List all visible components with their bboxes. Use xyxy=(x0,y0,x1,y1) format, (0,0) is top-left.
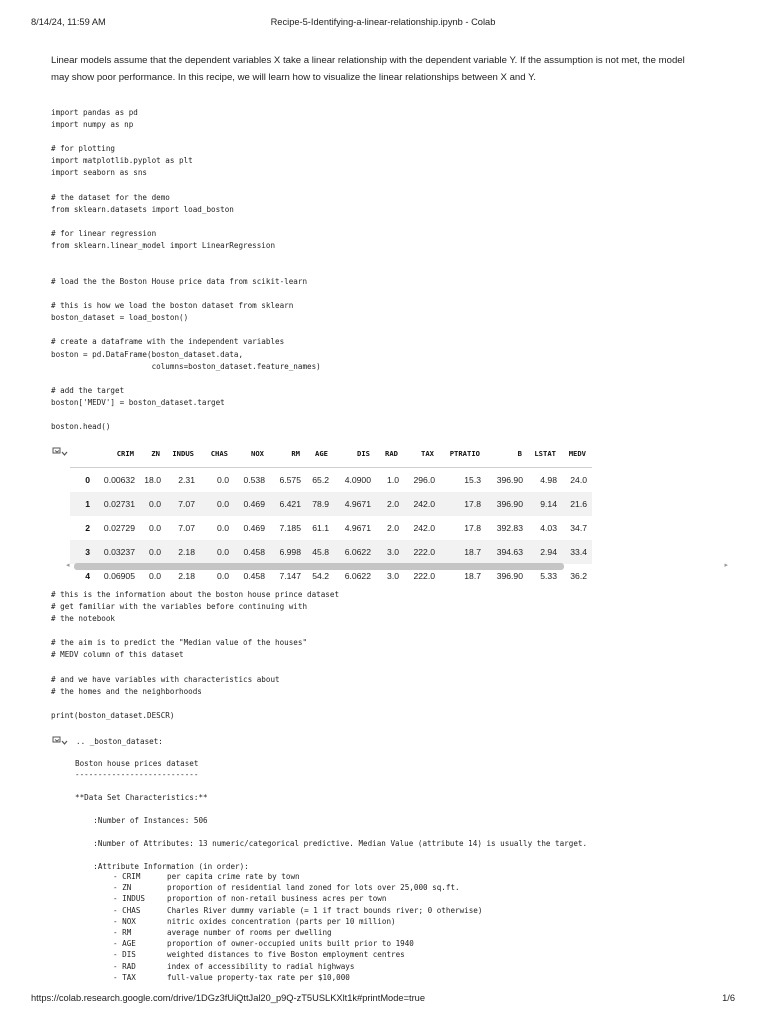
descr-output xyxy=(75,758,587,873)
code-line: import seaborn as sns xyxy=(51,168,148,178)
attribute-desc: weighted distances to five Boston employment centres xyxy=(167,950,405,960)
index-header xyxy=(70,439,94,468)
code-cell-imports[interactable] xyxy=(51,107,275,252)
table-cell: 54.2 xyxy=(312,571,329,581)
table-cell: 36.2 xyxy=(570,571,587,581)
notebook-title: Recipe-5-Identifying-a-linear-relationship.ipynb - Colab xyxy=(270,17,496,27)
scrollbar-thumb[interactable] xyxy=(74,563,564,570)
attribute-name: - CHAS xyxy=(113,905,141,915)
code-line: # the dataset for the demo xyxy=(51,192,170,202)
attribute-row xyxy=(113,905,553,916)
table-cell: 6.998 xyxy=(270,540,306,564)
attribute-name: - TAX xyxy=(113,972,136,982)
table-cell: 4.98 xyxy=(540,475,557,485)
attribute-row xyxy=(113,961,553,972)
table-cell: 7.07 xyxy=(166,492,200,516)
attribute-desc: index of accessibility to radial highways xyxy=(167,961,355,971)
table-cell: 7.185 xyxy=(279,523,301,533)
row-index: 3 xyxy=(70,540,94,564)
attribute-row xyxy=(113,938,553,949)
output-line: :Number of Attributes: 13 numeric/categorical predictive. Median Value (attribute 14) is usually the target. xyxy=(75,839,588,849)
table-cell: 4.9671 xyxy=(344,523,371,533)
code-line: columns=boston_dataset.feature_names) xyxy=(51,361,321,371)
attribute-name: - ZN xyxy=(113,883,132,893)
attribute-desc: full-value property-tax rate per $10,000 xyxy=(167,972,350,982)
table-cell: 394.63 xyxy=(486,540,528,564)
output-line: --------------------------- xyxy=(75,770,199,780)
column-header: MEDV xyxy=(562,439,592,468)
table-cell: 4.03 xyxy=(540,523,557,533)
table-cell: 3.0 xyxy=(376,540,404,564)
table-cell: 5.33 xyxy=(540,571,557,581)
table-cell: 2.31 xyxy=(178,475,195,485)
table-cell: 78.9 xyxy=(306,492,334,516)
attribute-name: - DIS xyxy=(113,950,136,960)
table-cell: 17.8 xyxy=(464,523,481,533)
column-header: PTRATIO xyxy=(440,439,486,468)
attribute-name: - INDUS xyxy=(113,894,146,904)
column-header: B xyxy=(486,439,528,468)
code-line: # the notebook xyxy=(51,614,116,624)
table-cell: 2.18 xyxy=(166,540,200,564)
table-cell: 0.0 xyxy=(217,571,229,581)
code-line: import numpy as np xyxy=(51,120,134,130)
attribute-desc: nitric oxides concentration (parts per 10 million) xyxy=(167,916,396,926)
attribute-row xyxy=(113,871,553,882)
output-line: :Number of Instances: 506 xyxy=(75,816,208,826)
table-cell: 0.02729 xyxy=(103,523,135,533)
table-cell: 18.7 xyxy=(440,540,486,564)
code-line: from sklearn.datasets import load_boston xyxy=(51,204,234,214)
table-cell: 4.9671 xyxy=(334,492,376,516)
table-cell: 6.575 xyxy=(279,475,301,485)
table-cell: 2.18 xyxy=(178,571,195,581)
row-index: 0 xyxy=(85,475,90,485)
column-header: DIS xyxy=(334,439,376,468)
attribute-desc: proportion of owner-occupied units built prior to 1940 xyxy=(167,939,414,949)
column-header: ZN xyxy=(140,439,166,468)
table-cell: 0.00632 xyxy=(103,475,135,485)
table-cell: 9.14 xyxy=(528,492,562,516)
attribute-row xyxy=(113,927,553,938)
table-cell: 2.94 xyxy=(528,540,562,564)
table-cell: 1.0 xyxy=(387,475,399,485)
intro-text-cell: Linear models assume that the dependent variables X take a linear relationship with the dependent variable Y. If the assumption is not met, the model may show poor performance. In this recipe, we will learn how to visualize the linear relationships between X and Y. xyxy=(51,55,685,83)
dataframe-output xyxy=(70,439,730,581)
column-header: CRIM xyxy=(94,439,140,468)
attribute-row xyxy=(113,916,553,927)
attribute-row xyxy=(113,893,553,904)
table-cell: 392.83 xyxy=(496,523,523,533)
table-cell: 242.0 xyxy=(404,492,440,516)
table-cell: 296.0 xyxy=(413,475,435,485)
output-line: Boston house prices dataset xyxy=(75,759,199,768)
code-line: import pandas as pd xyxy=(51,108,138,117)
code-line: # get familiar with the variables before continuing with xyxy=(51,602,308,612)
table-cell: 2.0 xyxy=(376,492,404,516)
row-index: 4 xyxy=(85,571,90,581)
code-line: boston.head() xyxy=(51,422,111,432)
table-cell: 7.07 xyxy=(178,523,195,533)
code-line: boston = pd.DataFrame(boston_dataset.data, xyxy=(51,349,244,359)
code-line: # for plotting xyxy=(51,144,116,154)
table-cell: 65.2 xyxy=(312,475,329,485)
code-line: # load the the Boston House price data from scikit-learn xyxy=(51,277,308,286)
print-header xyxy=(31,17,735,33)
column-header: RM xyxy=(270,439,306,468)
table-cell: 17.8 xyxy=(440,492,486,516)
row-index: 1 xyxy=(70,492,94,516)
table-cell: 21.6 xyxy=(562,492,592,516)
table-cell: 2.0 xyxy=(387,523,399,533)
table-cell: 396.90 xyxy=(486,492,528,516)
column-header: INDUS xyxy=(166,439,200,468)
table-cell: 396.90 xyxy=(496,571,523,581)
table-cell: 0.0 xyxy=(140,492,166,516)
table-cell: 3.0 xyxy=(387,571,399,581)
scroll-right-icon[interactable]: ▸ xyxy=(724,562,728,569)
table-cell: 24.0 xyxy=(570,475,587,485)
attribute-row xyxy=(113,949,553,960)
table-cell: 222.0 xyxy=(404,540,440,564)
print-footer xyxy=(31,993,735,1007)
table-cell: 396.90 xyxy=(496,475,523,485)
output-line: :Attribute Information (in order): xyxy=(75,862,249,872)
code-line: # add the target xyxy=(51,385,125,395)
column-header: TAX xyxy=(404,439,440,468)
table-cell: 0.0 xyxy=(200,540,234,564)
descr-first-line: .. _boston_dataset: xyxy=(76,737,163,746)
column-header: CHAS xyxy=(200,439,234,468)
table-cell: 0.02731 xyxy=(94,492,140,516)
table-cell: 4.0900 xyxy=(344,475,371,485)
attribute-desc: per capita crime rate by town xyxy=(167,872,300,881)
table-cell: 0.0 xyxy=(149,523,161,533)
code-line: print(boston_dataset.DESCR) xyxy=(51,710,175,720)
table-cell: 6.421 xyxy=(270,492,306,516)
table-cell: 0.469 xyxy=(243,523,265,533)
table-cell: 0.469 xyxy=(234,492,270,516)
table-cell: 18.0 xyxy=(144,475,161,485)
table-cell: 0.0 xyxy=(200,492,234,516)
code-line: # the homes and the neighborhoods xyxy=(51,686,202,696)
code-line: from sklearn.linear_model import LinearRegression xyxy=(51,241,276,251)
table-cell: 34.7 xyxy=(570,523,587,533)
code-line: # create a dataframe with the independent variables xyxy=(51,337,285,347)
output-toggle-icon[interactable] xyxy=(52,736,68,747)
code-line: # the aim is to predict the "Median value of the houses" xyxy=(51,638,308,648)
table-cell: 0.0 xyxy=(149,571,161,581)
table-cell: 0.458 xyxy=(243,571,265,581)
table-cell: 0.06905 xyxy=(103,571,135,581)
table-cell: 0.458 xyxy=(234,540,270,564)
attribute-name: - RAD xyxy=(113,961,136,971)
attribute-name: - CRIM xyxy=(113,872,141,881)
attribute-row xyxy=(113,882,553,893)
table-cell: 0.538 xyxy=(243,475,265,485)
attribute-name: - NOX xyxy=(113,916,136,926)
code-line: # and we have variables with characteristics about xyxy=(51,674,280,684)
output-line: **Data Set Characteristics:** xyxy=(75,793,208,803)
attribute-desc: proportion of non-retail business acres per town xyxy=(167,894,387,904)
attribute-name: - AGE xyxy=(113,939,136,949)
table-cell: 7.147 xyxy=(279,571,301,581)
code-line: # for linear regression xyxy=(51,228,157,238)
table-cell: 0.0 xyxy=(140,540,166,564)
code-cell-load-data[interactable] xyxy=(51,276,321,433)
row-index: 2 xyxy=(85,523,90,533)
code-line: # this is the information about the boston house prince dataset xyxy=(51,590,340,599)
code-line: boston['MEDV'] = boston_dataset.target xyxy=(51,397,225,407)
page-number: 1/6 xyxy=(722,993,735,1003)
print-datetime: 8/14/24, 11:59 AM xyxy=(31,17,106,27)
scroll-left-icon[interactable]: ◂ xyxy=(66,562,70,569)
code-line: import matplotlib.pyplot as plt xyxy=(51,156,193,166)
code-line: # this is how we load the boston dataset from sklearn xyxy=(51,301,294,311)
attribute-name: - RM xyxy=(113,927,132,937)
table-cell: 0.0 xyxy=(217,475,229,485)
table-cell: 0.03237 xyxy=(94,540,140,564)
code-cell-descr[interactable] xyxy=(51,589,339,722)
table-row xyxy=(70,516,592,540)
table-cell: 242.0 xyxy=(413,523,435,533)
column-header: RAD xyxy=(376,439,404,468)
table-cell: 6.0622 xyxy=(334,540,376,564)
column-header: LSTAT xyxy=(528,439,562,468)
table-cell: 6.0622 xyxy=(344,571,371,581)
table-cell: 61.1 xyxy=(312,523,329,533)
table-cell: 15.3 xyxy=(464,475,481,485)
attribute-desc: Charles River dummy variable (= 1 if tract bounds river; 0 otherwise) xyxy=(167,905,483,915)
attribute-list xyxy=(113,871,553,983)
table-cell: 18.7 xyxy=(464,571,481,581)
output-toggle-icon[interactable] xyxy=(52,447,68,458)
horizontal-scrollbar[interactable] xyxy=(66,561,730,573)
dataframe-header-row xyxy=(70,439,592,468)
attribute-desc: average number of rooms per dwelling xyxy=(167,927,332,937)
table-row xyxy=(70,468,592,493)
code-line: # MEDV column of this dataset xyxy=(51,650,184,660)
column-header: AGE xyxy=(306,439,334,468)
code-line: boston_dataset = load_boston() xyxy=(51,313,189,323)
table-cell: 0.0 xyxy=(217,523,229,533)
table-cell: 222.0 xyxy=(413,571,435,581)
attribute-row xyxy=(113,972,553,983)
table-row xyxy=(70,492,592,516)
table-cell: 33.4 xyxy=(562,540,592,564)
table-cell: 45.8 xyxy=(306,540,334,564)
attribute-desc: proportion of residential land zoned for lots over 25,000 sq.ft. xyxy=(167,883,460,893)
page-url: https://colab.research.google.com/drive/1DGz3fUiQttJal20_p9Q-zT5USLKXlt1k#printMode=true xyxy=(31,993,426,1003)
column-header: NOX xyxy=(234,439,270,468)
